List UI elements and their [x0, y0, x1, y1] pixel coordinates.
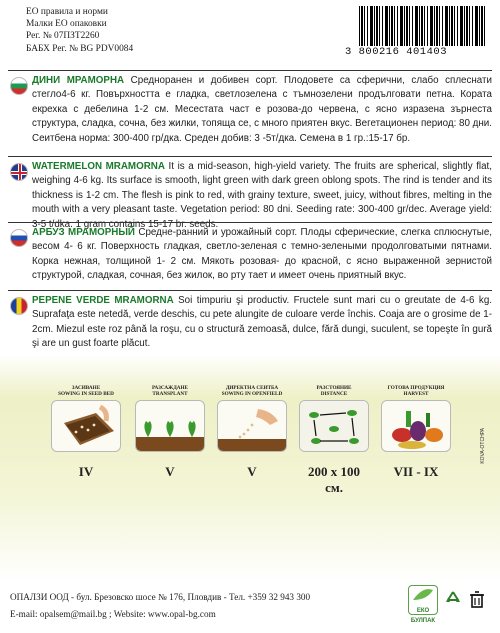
panel-title: ЗАСИВАНЕ SOWING IN SEED BED [58, 385, 114, 398]
barcode-bars [359, 6, 487, 46]
barcode-number: 3 800216 401403 [345, 46, 448, 58]
sowing-month: IV [78, 464, 94, 479]
variety-name: АРБУЗ МРАМОРНЫЙ [32, 227, 135, 238]
seedbed-panel [50, 385, 122, 480]
barcode [345, 6, 491, 64]
section-english [8, 156, 492, 232]
registration-info [26, 6, 133, 55]
registration-line: БАБХ Рег. № BG PDV0084 [26, 43, 134, 54]
direct-sowing-panel [216, 385, 288, 480]
variety-text: Средне-ранний и урожайный сорт. Плоды сферические, слегка сплюснутые, весом 4- 6 кг. Поверхность гладкая, светло-зеленая с темно-зелеными продолговатыми пятнами. Корка нежная, толщиной 1- 2 см. Мякоть розовая- до красной, с ясно выраженной зернистой структурой, сладкая, сочная, без жилок, во рту тает и имеет очень приятный вкус. [32, 227, 492, 282]
description-bulgarian [32, 71, 492, 146]
sowing-calendar [0, 385, 500, 495]
variety-name: WATERMELON MRAMORNA [32, 161, 165, 172]
variety-text: Средноранен и добивен сорт. Плодовете са сферични, слабо сплеснати стегло4-6 кг. Повърхността е гладка, светлозелена с тъмнозелени продълговати петна. Кората екрехка с дебелина 1-2 см. Месестата част е розова-до червена, с ясно изразена зърнеста структура, сладка, сочна, без жилки, топяща се, с много приятен вкус. Вегетационен период: 80 дни. Сеитбена норма: 300-400 гр/дка. Среден добив: 3 -5т/дка. Семена в 1 гр.:15-17 бр. [32, 75, 492, 144]
seedbed-icon [51, 400, 121, 452]
harvest-icon [381, 400, 451, 452]
company-address: ОПАЛЗИ ООД - бул. Брезовско шосе № 176, Пловдив - Тел. +359 32 943 300 [10, 592, 311, 602]
distance-value: 200 x 100 см. [308, 464, 360, 495]
harvest-panel [380, 385, 452, 480]
side-note: KOVA-OTCHPA [480, 428, 486, 464]
romania-flag-icon [10, 297, 28, 315]
variety-text: It is a mid-season, high-yield variety. The fruits are spherical, slightly flat, weighing 4-6 kg. Its surface is smooth, light green with dark green oblong spots. The rind is tender and its thickness is 1-2 cm. The flesh is pink to red, with grainy texture, sweet, juicy, without fibres, melting in the mouth with a very pleasant taste. Vegetation period: 80 dni. Seeding rate: 300-400 gr/dec. Average yield: 3-5 t/dka. 1 gram contains 15-17 br. seeds. [32, 161, 493, 230]
eko-label: ЕКО БУЛПАК [410, 608, 436, 624]
distance-panel [298, 385, 370, 496]
waste-bin-icon [466, 589, 488, 611]
description-english [32, 157, 492, 232]
variety-name: PEPENE VERDE MRAMORNA [32, 295, 174, 306]
panel-title: ДИРЕКТНА СЕИТБА SOWING IN OPENFIELD [221, 385, 283, 398]
panel-title: РАЗСТОЯНИЕ DISTANCE [316, 385, 352, 398]
panel-title: РАЗСАЖДАНЕ TRANSPLANT [151, 385, 189, 398]
distance-icon [299, 400, 369, 452]
footer [0, 585, 500, 633]
section-bulgarian [8, 70, 492, 156]
section-romanian [8, 290, 492, 360]
direct-sowing-icon [217, 400, 287, 452]
variety-text: Soi timpuriu şi productiv. Fructele sunt mari cu o greutate de 4-6 kg. Suprafaţa este netedă, verde deschis, cu pete alungite de culoare verde închis. Coaja are o grosime de 1-2cm. Miezul este roz până la roşu, cu o structură zemoasă, dulce, fără dungi, suculent, se topeşte în gură şi are un gust foarte plăcut. [32, 295, 492, 350]
russia-flag-icon [10, 229, 28, 247]
eko-bulpak-logo [408, 585, 438, 624]
company-info [10, 589, 310, 623]
registration-line: Рег. № 07ПЗТ2260 [26, 31, 100, 42]
company-contact: E-mail: opalsem@mail.bg ; Website: www.opal-bg.com [10, 609, 216, 619]
uk-flag-icon [10, 163, 28, 181]
harvest-months: VII - IX [393, 464, 439, 479]
panel-title: ГОТОВА ПРОДУКЦИЯ HARVEST [387, 385, 445, 398]
description-russian [32, 223, 492, 284]
registration-line: ЕО правила и норми [26, 7, 108, 17]
direct-sowing-month: V [247, 464, 257, 479]
bulgaria-flag-icon [10, 77, 28, 95]
description-romanian [32, 291, 492, 352]
variety-name: ДИНИ МРАМОРНА [32, 75, 125, 86]
transplant-month: V [165, 464, 175, 479]
transplant-icon [135, 400, 205, 452]
registration-line: Малки ЕО опаковки [26, 19, 107, 30]
transplant-panel [134, 385, 206, 480]
section-russian [8, 222, 492, 292]
recycle-icon [442, 589, 464, 611]
